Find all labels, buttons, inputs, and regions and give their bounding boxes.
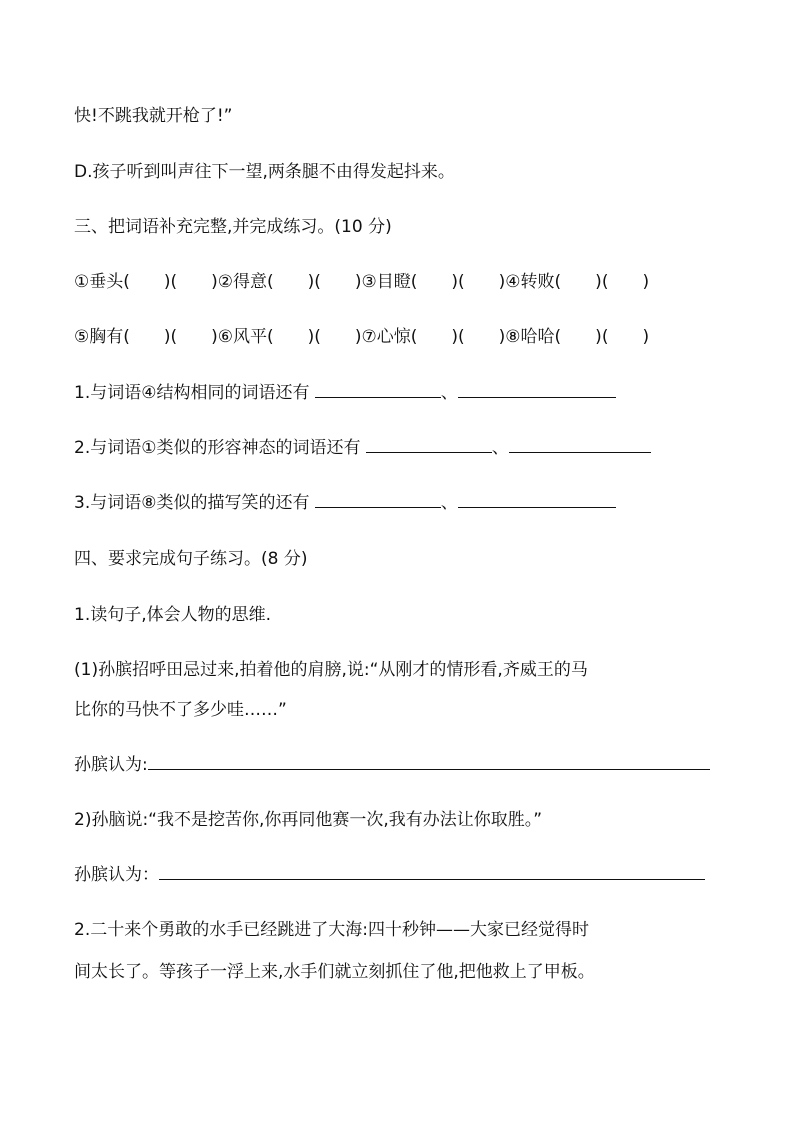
answer-blank[interactable]: [509, 436, 651, 453]
answer-blank[interactable]: [148, 753, 710, 770]
question-3: [74, 491, 616, 515]
sentence-task-2-line-2: 间太长了。等孩子一浮上来,水手们就立刻抓住了他,把他救上了甲板。: [74, 962, 595, 982]
separator: 、: [440, 383, 458, 403]
question-1-text: 1.与词语④结构相同的词语还有: [74, 383, 310, 403]
answer-blank[interactable]: [315, 491, 441, 508]
answer-blank[interactable]: [366, 436, 492, 453]
separator: 、: [491, 438, 509, 458]
question-2: [74, 436, 651, 460]
sentence-task-2-line-1: 2.二十来个勇敢的水手已经跳进了大海:四十秒钟——大家已经觉得时: [74, 920, 589, 940]
answer-blank[interactable]: [159, 863, 705, 880]
answer-blank[interactable]: [458, 381, 616, 398]
word-row-2: ⑤胸有( )( )⑥风平( )( )⑦心惊( )( )⑧哈哈( )( ): [74, 327, 650, 347]
sentence-1a-line-1: (1)孙膑招呼田忌过来,拍着他的肩膀,说:“从刚才的情形看,齐威王的马: [74, 660, 588, 680]
sentence-1a-line-2: 比你的马快不了多少哇……”: [74, 700, 287, 720]
separator: 、: [440, 493, 458, 513]
section-3-title: 三、把词语补充完整,并完成练习。(10 分): [74, 217, 392, 237]
text-line-1: 快!不跳我就开枪了!”: [74, 106, 233, 126]
sentence-task-1: 1.读句子,体会人物的思维.: [74, 605, 272, 625]
question-1: [74, 381, 616, 405]
answer-label: 孙膑认为：: [74, 865, 159, 885]
section-4-title: 四、要求完成句子练习。(8 分): [74, 549, 308, 569]
answer-blank[interactable]: [315, 381, 441, 398]
question-2-text: 2.与词语①类似的形容神态的词语还有: [74, 438, 361, 458]
text-line-option-d: D.孩子听到叫声往下一望,两条腿不由得发起抖来。: [74, 162, 455, 182]
answer-line-2: [74, 863, 705, 887]
answer-label: 孙膑认为:: [74, 755, 148, 775]
question-3-text: 3.与词语⑧类似的描写笑的还有: [74, 493, 310, 513]
answer-blank[interactable]: [458, 491, 616, 508]
sentence-1b: 2)孙脑说:“我不是挖苦你,你再同他赛一次,我有办法让你取胜。”: [74, 810, 543, 830]
answer-line-1: [74, 753, 710, 777]
word-row-1: ①垂头( )( )②得意( )( )③目瞪( )( )④转败( )( ): [74, 272, 650, 292]
